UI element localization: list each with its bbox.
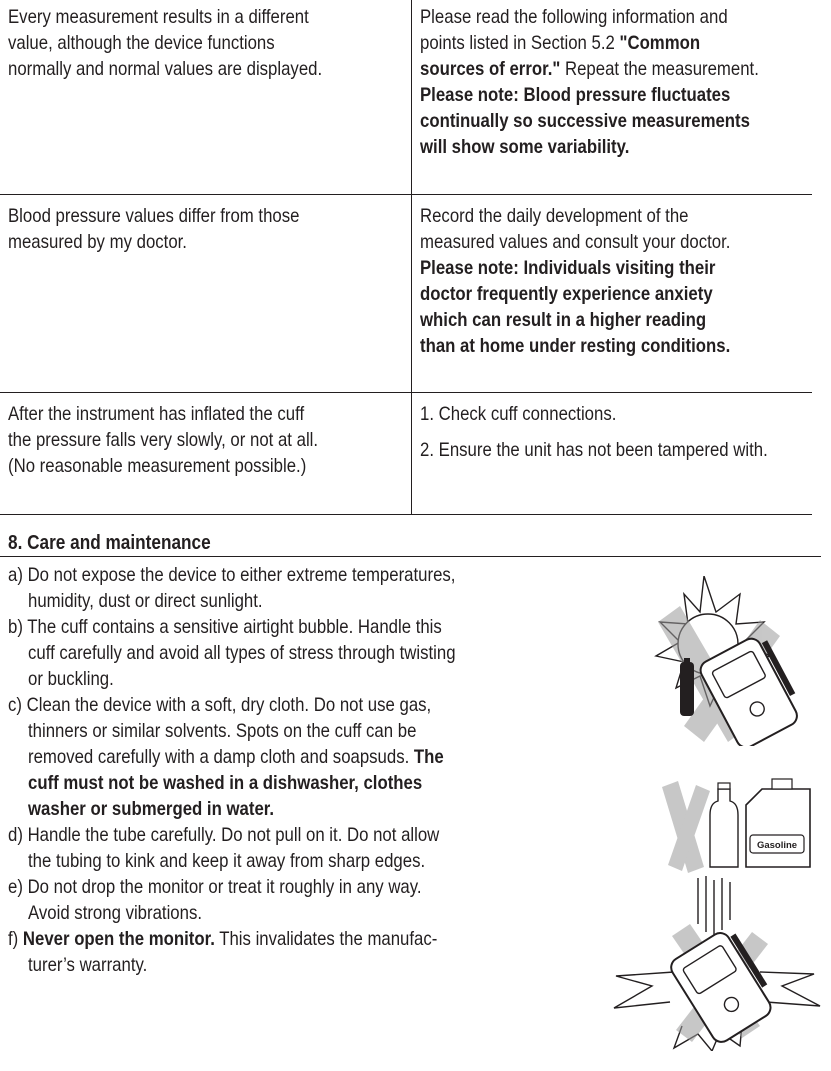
text-line — [420, 203, 820, 229]
text-run: thinners or similar solvents. Spots on the cuff can be — [28, 720, 417, 742]
row3-remedy: 1. Check cuff connections. 2. Ensure the unit has not been tampered with. — [420, 403, 768, 461]
bold-text: washer or submerged in water. — [28, 798, 275, 820]
text-line — [8, 588, 588, 614]
text-line — [420, 333, 820, 359]
text-run: Record the daily development of the — [420, 205, 689, 227]
text-line — [8, 744, 588, 770]
text-line — [8, 926, 588, 952]
bold-text: sources of error." — [420, 58, 561, 80]
text-run: Repeat the measurement. — [560, 58, 759, 80]
bold-text: doctor frequently experience anxiety — [420, 283, 713, 305]
bold-text: will show some variability. — [420, 136, 630, 158]
text-line — [8, 666, 588, 692]
bold-text: continually so successive measurements — [420, 110, 750, 132]
text-line — [420, 255, 820, 281]
text-line — [420, 30, 820, 56]
bold-text: cuff must not be washed in a dishwasher, clothes — [28, 772, 423, 794]
bold-text: The — [413, 746, 444, 768]
bold-text: Never open the monitor. — [22, 928, 215, 950]
text-line — [8, 900, 588, 926]
row-divider — [0, 194, 812, 195]
care-item — [8, 562, 588, 614]
text-line — [8, 614, 588, 640]
row2-problem: Blood pressure values differ from those measured by my doctor. — [8, 205, 300, 253]
section-rule — [0, 556, 821, 557]
care-item — [8, 614, 588, 692]
section-heading: 8. Care and maintenance — [8, 532, 211, 554]
bottle-icon — [710, 783, 738, 867]
row3-problem: After the instrument has inflated the cuff the pressure falls very slowly, or not at all. (No reasonable measurement possible.) — [8, 403, 319, 477]
bold-text: Please note: Blood pressure fluctuates — [420, 84, 731, 106]
text-line — [8, 562, 588, 588]
text-run: turer’s warranty. — [28, 954, 148, 976]
text-line — [420, 82, 820, 108]
text-line — [420, 229, 820, 255]
text-run: c) Clean the device with a soft, dry cloth. Do not use gas, — [8, 694, 432, 716]
text-line — [8, 952, 588, 978]
text-run: cuff carefully and avoid all types of stress through twisting — [28, 642, 456, 664]
text-line — [420, 4, 820, 30]
text-line — [8, 796, 588, 822]
bold-text: which can result in a higher reading — [420, 309, 707, 331]
motion-lines-icon — [698, 876, 730, 938]
care-item — [8, 874, 588, 926]
text-run: or buckling. — [28, 668, 114, 690]
text-line — [8, 640, 588, 666]
cross-icon — [662, 781, 710, 873]
text-line — [8, 770, 588, 796]
text-run: points listed in Section 5.2 — [420, 32, 620, 54]
text-line — [8, 718, 588, 744]
text-line — [420, 108, 820, 134]
bold-text: Please note: Individuals visiting their — [420, 257, 716, 279]
bold-text: "Common — [619, 32, 701, 54]
text-run: Please read the following information and — [420, 6, 728, 28]
heat-sunlight-warning-illustration — [640, 576, 815, 746]
text-run: b) The cuff contains a sensitive airtight bubble. Handle this — [8, 616, 442, 638]
care-item — [8, 692, 588, 822]
text-run: Avoid strong vibrations. — [28, 902, 203, 924]
text-line — [8, 692, 588, 718]
text-run: measured values and consult your doctor. — [420, 231, 731, 253]
text-run: the tubing to kink and keep it away from sharp edges. — [28, 850, 426, 872]
text-run: humidity, dust or direct sunlight. — [28, 590, 263, 612]
text-line — [420, 307, 820, 333]
drop-warning-illustration — [612, 876, 822, 1051]
text-run: f) — [8, 928, 23, 950]
text-run: e) Do not drop the monitor or treat it roughly in any way. — [8, 876, 422, 898]
text-line — [420, 281, 820, 307]
text-line — [8, 822, 588, 848]
text-line — [8, 848, 588, 874]
row2-remedy — [420, 203, 820, 359]
text-line — [420, 134, 820, 160]
care-item — [8, 926, 588, 978]
row-divider — [0, 514, 812, 515]
text-line — [8, 874, 588, 900]
battery-icon — [680, 658, 694, 716]
bold-text: than at home under resting conditions. — [420, 335, 731, 357]
text-line — [420, 56, 820, 82]
gasoline-can-icon — [746, 779, 810, 867]
row-divider — [0, 392, 812, 393]
row1-problem: Every measurement results in a different value, although the device functions normally and normal values are displayed. — [8, 6, 323, 80]
row1-remedy — [420, 4, 820, 160]
table-column-divider — [411, 0, 412, 515]
text-run: This invalidates the manufac- — [214, 928, 438, 950]
text-run: d) Handle the tube carefully. Do not pull on it. Do not allow — [8, 824, 440, 846]
care-item — [8, 822, 588, 874]
svg-text:Gasoline: Gasoline — [756, 840, 798, 851]
solvents-warning-illustration — [660, 775, 820, 875]
text-run: a) Do not expose the device to either extreme temperatures, — [8, 564, 456, 586]
text-run: removed carefully with a damp cloth and soapsuds. — [28, 746, 414, 768]
